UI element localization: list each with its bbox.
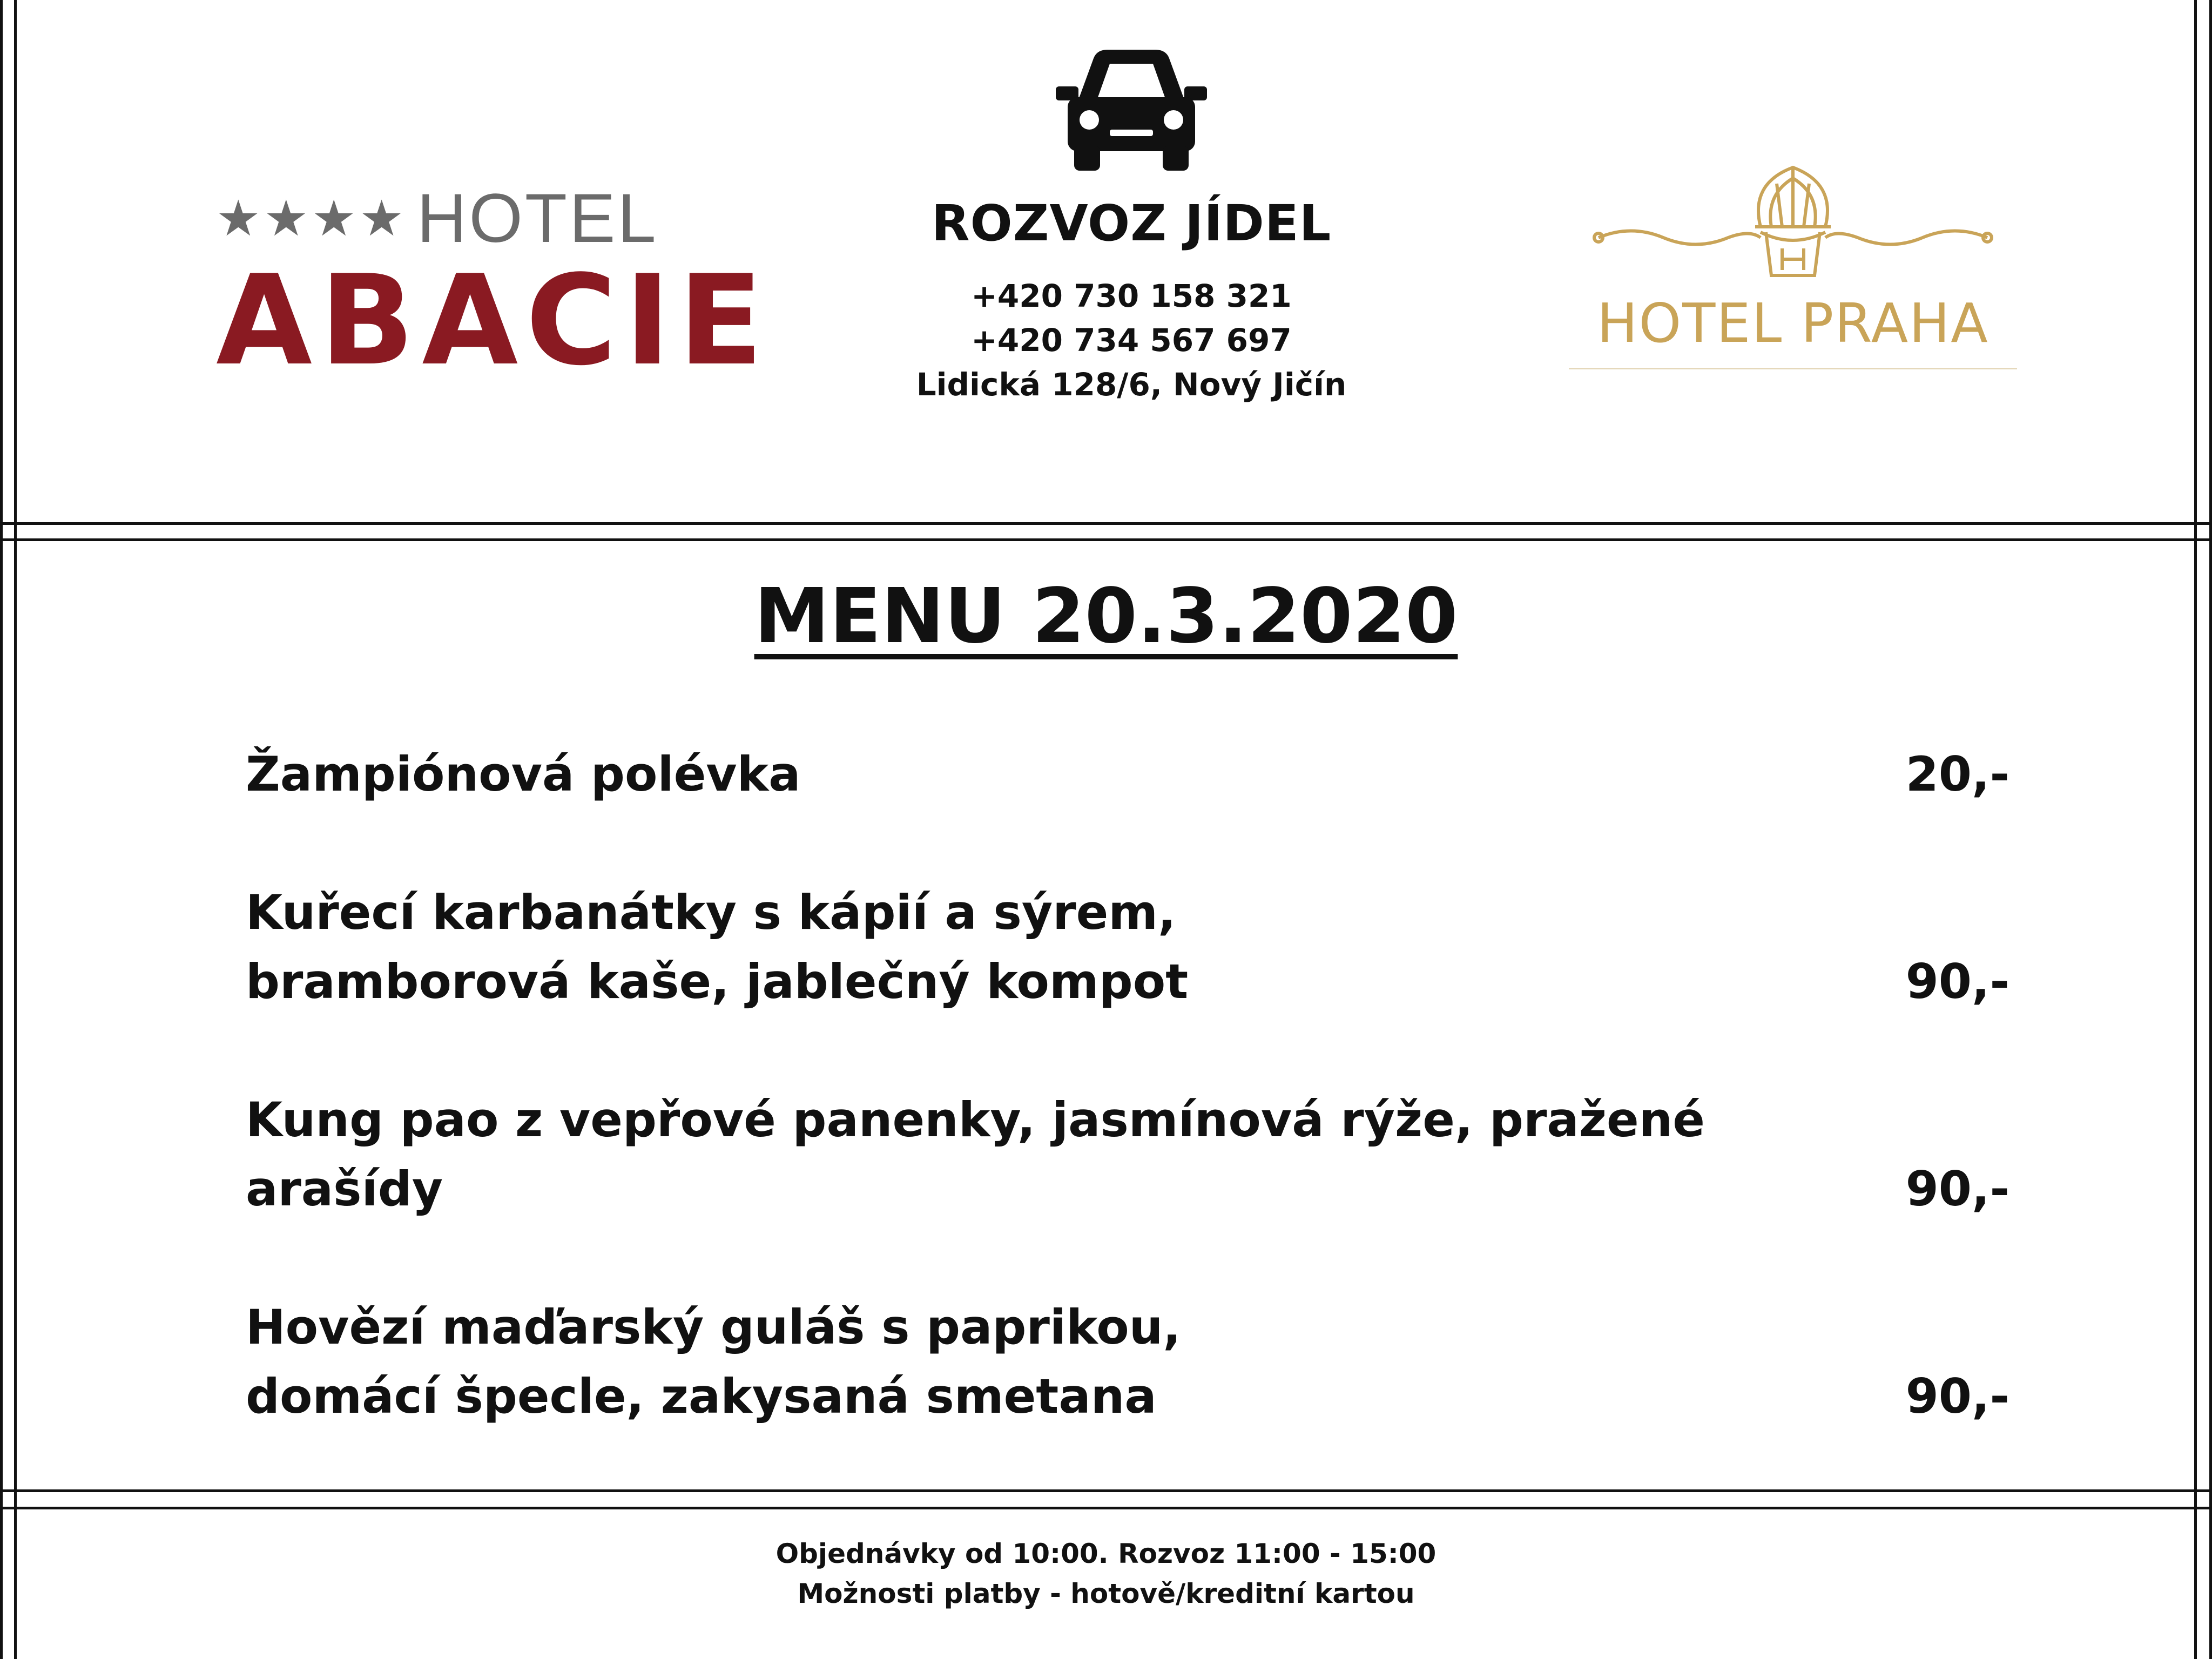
menu-item-name: Žampiónová polévka: [246, 746, 801, 802]
payment-options: Možnosti platby - hotově/kreditní kartou: [797, 1578, 1415, 1609]
menu-item: [246, 1085, 2009, 1224]
divider-top-1: [0, 522, 2212, 525]
hotel-abacie-top-line: [216, 178, 658, 259]
delivery-title: ROZVOZ JÍDEL: [931, 194, 1332, 252]
menu-item-price: 90,-: [1905, 1161, 2009, 1217]
menu-item: [246, 878, 2009, 1016]
frame-left-inner: [14, 0, 17, 1659]
menu-title: MENU 20.3.2020: [754, 572, 1458, 660]
menu-item-price: 90,-: [1905, 1368, 2009, 1424]
menu-item-name: Kung pao z vepřové panenky, jasmínová rýže, pražené arašídy: [246, 1092, 1705, 1217]
menu-item-name: Hovězí maďarský guláš s paprikou, domácí špecle, zakysaná smetana: [246, 1299, 1181, 1424]
hotel-praha-name: HOTEL PRAHA: [1597, 292, 1989, 355]
menu-item-price: 90,-: [1905, 954, 2009, 1009]
address: Lidická 128/6, Nový Jičín: [916, 366, 1347, 403]
menu-item: [246, 1293, 2009, 1431]
menu-item: [246, 740, 2009, 809]
contact-block: [799, 274, 1464, 407]
footer: [0, 1534, 2212, 1614]
hotel-abacie-logo: [216, 178, 771, 393]
divider-bottom-2: [0, 1507, 2212, 1509]
frame-left-outer: [0, 0, 3, 1659]
car-icon: [1056, 43, 1207, 173]
hotel-abacie-name: ABACIE: [216, 249, 771, 393]
menu-item-name: Kuřecí karbanátky s kápií a sýrem, bramborová kaše, jablečný kompot: [246, 885, 1189, 1009]
divider-top-2: [0, 538, 2212, 541]
phone-number-2: +420 734 567 697: [971, 322, 1292, 359]
hotel-praha-logo: [1566, 162, 2020, 378]
order-hours: Objednávky od 10:00. Rozvoz 11:00 - 15:00: [775, 1538, 1437, 1569]
phone-number-1: +420 730 158 321: [971, 278, 1292, 314]
shell-crest-icon: [1588, 162, 1998, 281]
delivery-header: [799, 43, 1464, 407]
star-rating-icon: ★★★★: [216, 190, 407, 247]
hotel-abacie-hotel-word: HOTEL: [416, 180, 658, 257]
menu-item-price: 20,-: [1905, 746, 2009, 802]
frame-right-inner: [2194, 0, 2197, 1659]
frame-right-outer: [2209, 0, 2212, 1659]
hotel-praha-underline: [1569, 368, 2017, 369]
menu-items: [246, 740, 2009, 1500]
